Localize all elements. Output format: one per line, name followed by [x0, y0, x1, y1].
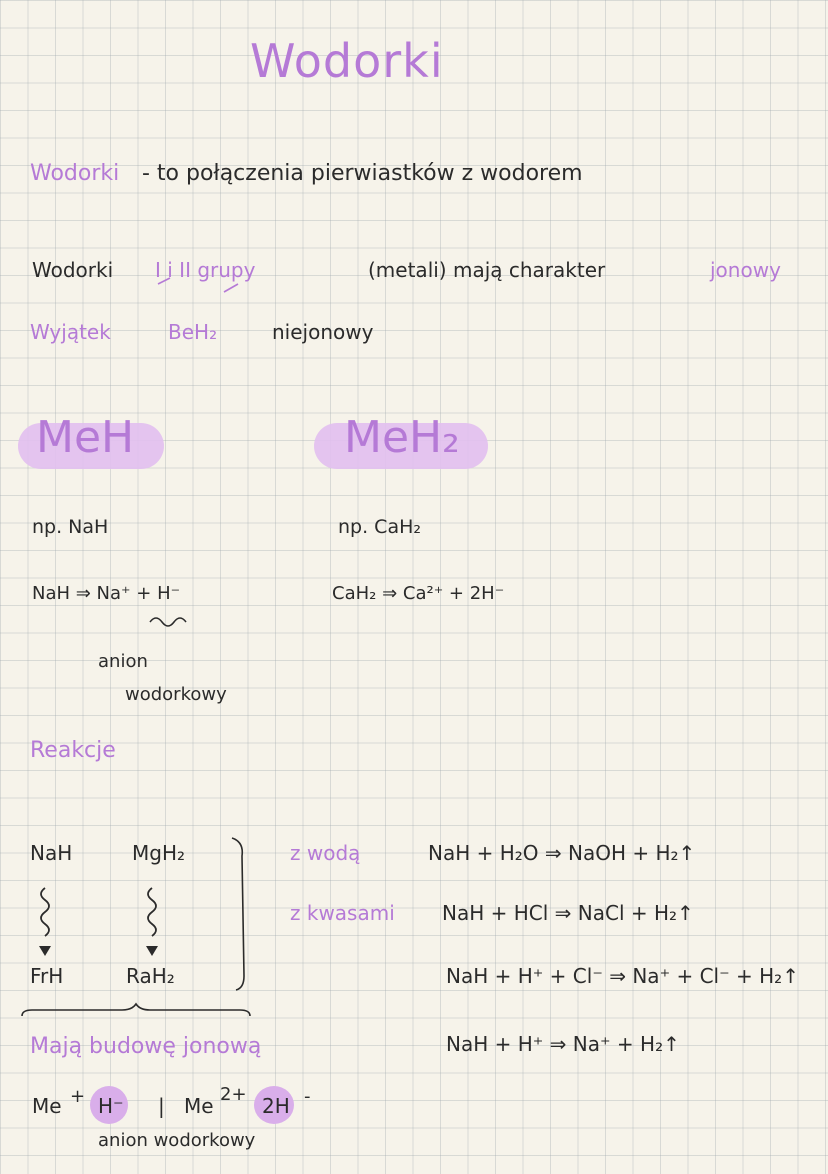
- reaction-equation-acids: NaH + HCl ⇒ NaCl + H₂↑: [442, 901, 694, 925]
- header-meh: MeH: [36, 412, 135, 463]
- ionic-me2-charge: 2+: [220, 1084, 247, 1105]
- exception-note: niejonowy: [272, 320, 374, 344]
- reaction-equation-water: NaH + H₂O ⇒ NaOH + H₂↑: [428, 841, 696, 865]
- wavy-underline-icon: [150, 618, 186, 626]
- groups-line-highlight: jonowy: [710, 258, 781, 282]
- wavy-arrow-left-icon: [41, 888, 49, 936]
- reaction-equation-short: NaH + H⁺ ⇒ Na⁺ + H₂↑: [446, 1032, 680, 1056]
- right-example: np. CaH₂: [338, 516, 421, 538]
- ionic-me1-charge: +: [70, 1086, 86, 1107]
- anion-line2: wodorkowy: [125, 684, 227, 705]
- ionic-h2: 2H: [262, 1094, 290, 1118]
- groups-line-start: Wodorki: [32, 258, 114, 282]
- brace-icon: [22, 1004, 250, 1016]
- groups-line-groups: I i II grupy: [155, 258, 256, 282]
- anion-line1: anion: [98, 651, 148, 672]
- reaction-equation-ionic: NaH + H⁺ + Cl⁻ ⇒ Na⁺ + Cl⁻ + H₂↑: [446, 964, 799, 988]
- definition-text: - to połączenia pierwiastków z wodorem: [142, 161, 583, 186]
- compound-frh: FrH: [30, 964, 64, 988]
- definition-term: Wodorki: [30, 161, 120, 186]
- right-equation: CaH₂ ⇒ Ca²⁺ + 2H⁻: [332, 583, 505, 604]
- ionic-sep: |: [158, 1094, 165, 1118]
- bracket-icon: [232, 838, 244, 990]
- compound-rah2: RaH₂: [126, 964, 175, 988]
- page-title: Wodorki: [250, 34, 444, 88]
- wavy-arrow-right-icon: [148, 888, 156, 936]
- reaction-label-acids: z kwasami: [290, 901, 395, 925]
- exception-label: Wyjątek: [30, 320, 111, 344]
- exception-formula: BeH₂: [168, 320, 218, 344]
- ionic-note: Mają budowę jonową: [30, 1034, 262, 1059]
- reactions-heading: Reakcje: [30, 738, 116, 763]
- ionic-me1: Me: [32, 1094, 62, 1118]
- groups-line-middle: (metali) mają charakter: [368, 258, 606, 282]
- left-equation: NaH ⇒ Na⁺ + H⁻: [32, 583, 181, 604]
- compound-mgh2: MgH₂: [132, 841, 186, 865]
- reaction-label-water: z wodą: [290, 841, 361, 865]
- compound-nah: NaH: [30, 841, 73, 865]
- left-example: np. NaH: [32, 516, 109, 538]
- ionic-caption: anion wodorkowy: [98, 1130, 256, 1151]
- ionic-h1: H⁻: [98, 1094, 124, 1118]
- ionic-me2: Me: [184, 1094, 214, 1118]
- header-meh2: MeH₂: [344, 412, 460, 463]
- ionic-h2-charge: -: [304, 1086, 311, 1107]
